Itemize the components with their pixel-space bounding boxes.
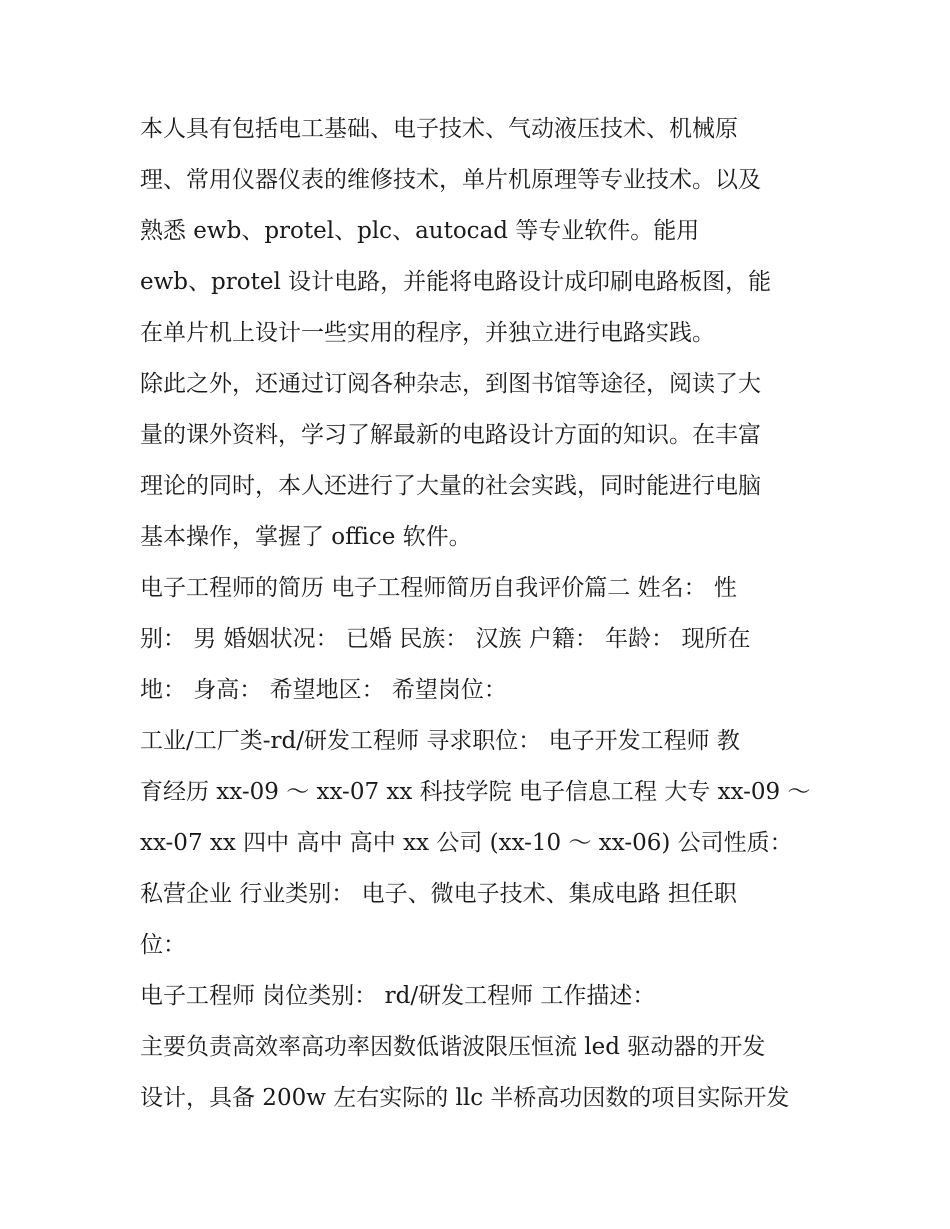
- text-line: 电子工程师 岗位类别： rd/研发工程师 工作描述：: [140, 983, 656, 1009]
- text-line: 在单片机上设计一些实用的程序，并独立进行电路实践。: [140, 320, 715, 346]
- text-line: 熟悉 ewb、protel、plc、autocad 等专业软件。能用: [140, 218, 700, 244]
- text-line: 设计，具备 200w 左右实际的 llc 半桥高功因数的项目实际开发: [140, 1085, 790, 1111]
- text-line: 电子工程师的简历 电子工程师简历自我评价篇二 姓名： 性: [140, 575, 737, 601]
- text-line: 理论的同时，本人还进行了大量的社会实践，同时能进行电脑: [140, 473, 761, 499]
- document-body: [140, 104, 815, 1124]
- text-line: 私营企业 行业类别： 电子、微电子技术、集成电路 担任职: [140, 881, 737, 907]
- text-line: ewb、protel 设计电路，并能将电路设计成印刷电路板图，能: [140, 269, 772, 295]
- text-line: 地： 身高： 希望地区： 希望岗位：: [140, 677, 507, 703]
- text-line: 本人具有包括电工基础、电子技术、气动液压技术、机械原: [140, 116, 738, 142]
- text-line: 基本操作，掌握了 office 软件。: [140, 524, 472, 550]
- text-line: 理、常用仪器仪表的维修技术，单片机原理等专业技术。以及: [140, 167, 761, 193]
- text-line: 除此之外，还通过订阅各种杂志，到图书馆等途径，阅读了大: [140, 371, 761, 397]
- text-line: xx-07 xx 四中 高中 高中 xx 公司 (xx-10 ～ xx-06) 公司性质：: [140, 830, 793, 856]
- text-line: 位：: [140, 932, 186, 958]
- text-line: 主要负责高效率高功率因数低谐波限压恒流 led 驱动器的开发: [140, 1034, 766, 1060]
- text-line: 别： 男 婚姻状况： 已婚 民族： 汉族 户籍： 年龄： 现所在: [140, 626, 751, 652]
- text-line: 量的课外资料，学习了解最新的电路设计方面的知识。在丰富: [140, 422, 761, 448]
- text-line: 工业/工厂类-rd/研发工程师 寻求职位： 电子开发工程师 教: [140, 728, 740, 754]
- text-line: 育经历 xx-09 ～ xx-07 xx 科技学院 电子信息工程 大专 xx-09 ～: [140, 779, 811, 805]
